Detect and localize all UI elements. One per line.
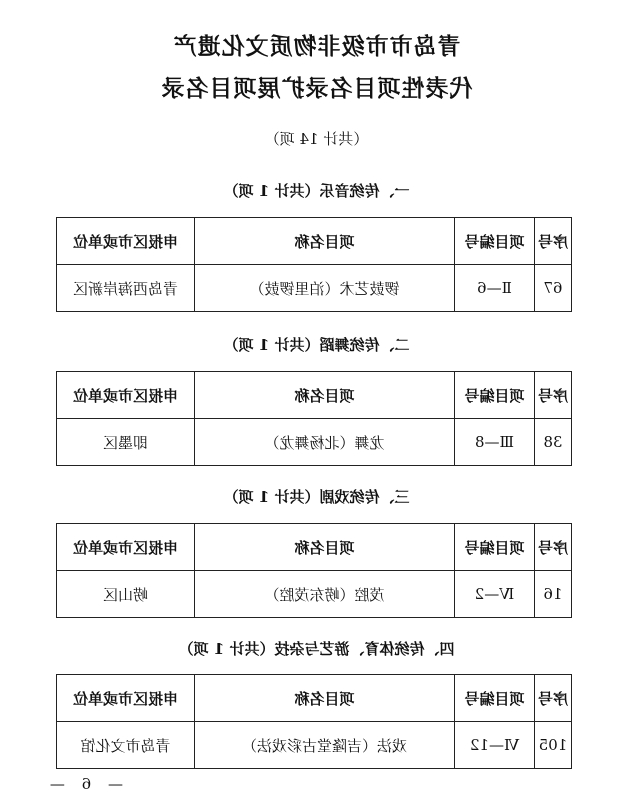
cell-unit: 即墨区 bbox=[57, 419, 195, 466]
cell-name: 戏法（吉隆堂古彩戏法） bbox=[195, 722, 455, 769]
cell-seq: 105 bbox=[535, 722, 572, 769]
header-unit: 申报区市或单位 bbox=[57, 372, 195, 419]
header-seq: 序号 bbox=[535, 675, 572, 722]
section-heading-sports: 四、传统体育、游艺与杂技（共计 1 项） bbox=[178, 640, 455, 658]
section-heading-music: 一、传统音乐（共计 1 项） bbox=[223, 182, 410, 200]
section-table-sports bbox=[56, 674, 572, 769]
header-seq: 序号 bbox=[535, 372, 572, 419]
cell-seq: 16 bbox=[535, 571, 572, 618]
header-code: 项目编号 bbox=[455, 372, 535, 419]
header-code: 项目编号 bbox=[455, 524, 535, 571]
section-table-drama bbox=[56, 523, 572, 618]
header-unit: 申报区市或单位 bbox=[57, 218, 195, 265]
header-name: 项目名称 bbox=[195, 218, 455, 265]
header-seq: 序号 bbox=[535, 218, 572, 265]
cell-unit: 崂山区 bbox=[57, 571, 195, 618]
section-table-dance bbox=[56, 371, 572, 466]
header-code: 项目编号 bbox=[455, 675, 535, 722]
header-unit: 申报区市或单位 bbox=[57, 524, 195, 571]
section-heading-drama: 三、传统戏剧（共计 1 项） bbox=[223, 488, 410, 506]
cell-unit: 青岛西海岸新区 bbox=[57, 265, 195, 312]
table-header-row bbox=[57, 372, 572, 419]
document-title-line-1: 青岛市市级非物质文化遗产 bbox=[172, 33, 461, 60]
table-header-row bbox=[57, 524, 572, 571]
cell-code: Ⅱ—6 bbox=[455, 265, 535, 312]
cell-seq: 67 bbox=[535, 265, 572, 312]
cell-code: Ⅵ—12 bbox=[455, 722, 535, 769]
header-unit: 申报区市或单位 bbox=[57, 675, 195, 722]
table-header-row bbox=[57, 218, 572, 265]
table-header-row bbox=[57, 675, 572, 722]
table-row bbox=[57, 419, 572, 466]
header-name: 项目名称 bbox=[195, 675, 455, 722]
cell-code: Ⅳ—2 bbox=[455, 571, 535, 618]
document-title-line-2: 代表性项目名录扩展项目名录 bbox=[160, 75, 473, 102]
cell-code: Ⅲ—8 bbox=[455, 419, 535, 466]
table-row bbox=[57, 722, 572, 769]
header-seq: 序号 bbox=[535, 524, 572, 571]
table-row bbox=[57, 571, 572, 618]
cell-seq: 38 bbox=[535, 419, 572, 466]
section-heading-dance: 二、传统舞蹈（共计 1 项） bbox=[223, 336, 410, 354]
total-count: （共计 14 项） bbox=[264, 130, 369, 148]
cell-name: 锣鼓艺术（泊里锣鼓） bbox=[195, 265, 455, 312]
section-table-music bbox=[56, 217, 572, 312]
cell-unit: 青岛市文化馆 bbox=[57, 722, 195, 769]
table-row bbox=[57, 265, 572, 312]
header-name: 项目名称 bbox=[195, 524, 455, 571]
page-number: — 6 — bbox=[43, 775, 123, 793]
cell-name: 茂腔（崂东茂腔） bbox=[195, 571, 455, 618]
cell-name: 龙舞（北杨舞龙） bbox=[195, 419, 455, 466]
header-code: 项目编号 bbox=[455, 218, 535, 265]
header-name: 项目名称 bbox=[195, 372, 455, 419]
